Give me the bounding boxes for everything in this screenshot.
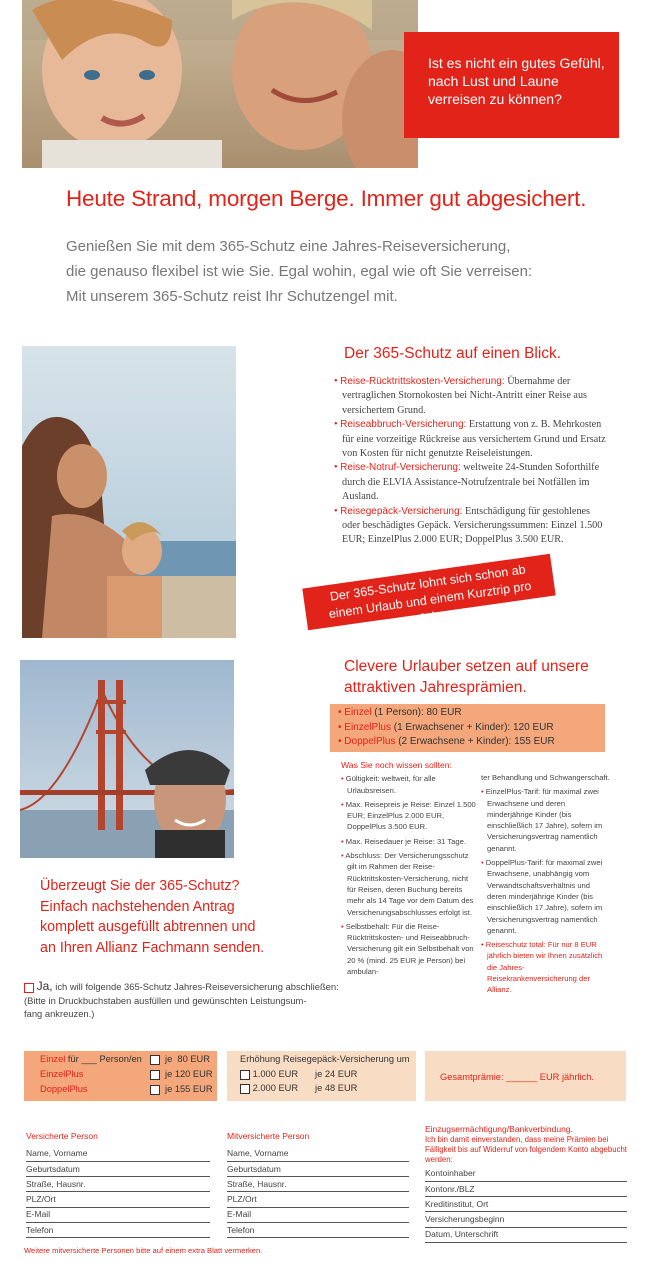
bank-field[interactable]: Kontonr./BLZ [425, 1182, 627, 1197]
insured-field[interactable]: E-Mail [26, 1208, 210, 1223]
overview-text: Übernahme der vertraglichen Stornokosten bei Nicht-Antritt einer Reise aus versichertem Grund. [342, 376, 587, 416]
price-term: Einzel [344, 707, 372, 718]
luggage-price: je 24 EUR [315, 1069, 358, 1079]
luggage-checkbox[interactable] [240, 1084, 250, 1094]
coinsured-field[interactable]: E-Mail [227, 1208, 409, 1223]
bank-field[interactable]: Kontoinhaber [425, 1166, 627, 1181]
price-row: • Einzel (1 Person): 80 EUR [338, 707, 462, 718]
consent-checkbox[interactable] [24, 983, 34, 993]
coinsured-field[interactable]: Name, Vorname [227, 1146, 409, 1161]
consent-line: fang ankreuzen.) [24, 1008, 95, 1019]
overview-text: weltweite 24-Stunden Soforthilfe durch die ELVIA Assistance-Notrufzentrale bei Notfällen im Ausland. [342, 462, 600, 503]
info-item: • Max. Reisedauer je Reise: 31 Tage. [341, 836, 466, 846]
bank-note: Ich bin damit einverstanden, dass meine Prämien bei Fälligkeit bis auf Widerruf von folgendem Konto abgebucht werden: [425, 1135, 627, 1165]
bank-field[interactable]: Versicherungsbeginn [425, 1212, 627, 1227]
prices-title-line: Clevere Urlauber setzen auf unsere [344, 658, 589, 675]
tariff-checkbox[interactable] [150, 1055, 160, 1065]
footer-note: Weitere mitversicherte Personen bitte auf einem extra Blatt vermerken. [24, 1246, 263, 1255]
bank-field[interactable]: Kreditinstitut, Ort [425, 1197, 627, 1212]
promo-line: komplett ausgefüllt abtrennen und [40, 919, 256, 935]
price-box [330, 704, 605, 752]
price-text: (1 Erwachsener + Kinder): 120 EUR [390, 721, 554, 733]
intro-line: die genauso flexibel ist wie Sie. Egal wohin, egal wie oft Sie verreisen: [66, 263, 533, 280]
tariff-price: je 80 EUR [165, 1054, 210, 1064]
insured-field[interactable]: Name, Vorname [26, 1146, 210, 1161]
luggage-title: Erhöhung Reisegepäck-Versicherung um [240, 1054, 410, 1064]
overview-item: • Reise-Rücktrittskosten-Versicherung: Übernahme der vertraglichen Stornokosten bei Nicht-Antritt einer Reise aus versichertem Grund. [334, 376, 587, 416]
consent-line: (Bitte in Druckbuchstaben ausfüllen und gewünschten Leistungsum- [24, 994, 307, 1006]
price-text: (2 Erwachsene + Kinder): 155 EUR [395, 736, 555, 747]
tariff-extra: für ___ Person/en [65, 1054, 142, 1064]
hero-quote-text: Ist es nicht ein gutes Gefühl, nach Lust und Laune verreisen zu können? [428, 55, 605, 107]
promo-line: Überzeugt Sie der 365-Schutz? [40, 878, 240, 894]
value-stamp: Der 365-Schutz lohnt sich schon ab einem Urlaub und einem Kurztrip pro Jahr. [302, 554, 555, 630]
tariff-row [40, 1067, 215, 1082]
overview-term: Reisegepäck-Versicherung: [340, 505, 463, 517]
info-col-1 [341, 760, 476, 980]
consent-statement [24, 980, 354, 1021]
coinsured-field[interactable]: PLZ/Ort [227, 1192, 409, 1207]
tariff-row [40, 1082, 215, 1097]
luggage-checkbox[interactable] [240, 1070, 250, 1080]
tariff-checkbox[interactable] [150, 1085, 160, 1095]
promo-line: Einfach nachstehenden Antrag [40, 898, 235, 915]
info-item: • DoppelPlus-Tarif: für maximal zwei Erwachsene, unabhängig vom Verwandtschaftsverhältnis und deren minderjährige Kinder (bis einschließlich 17 Jahre), sofern im Versicherungsvertrag namentlich genannt. [481, 858, 603, 935]
tariff-checkbox[interactable] [150, 1070, 160, 1080]
luggage-amount: 2.000 EUR [252, 1083, 299, 1093]
insured-field[interactable]: Geburtsdatum [26, 1162, 210, 1177]
prices-title [344, 656, 589, 698]
bank-form [425, 1124, 627, 1243]
insured-field[interactable]: Straße, Hausnr. [26, 1177, 210, 1192]
promo-text [40, 876, 270, 958]
hero-family-photo [22, 0, 418, 168]
beach-mother-daughter-photo [22, 346, 236, 638]
coinsured-field[interactable]: Straße, Hausnr. [227, 1177, 409, 1192]
price-row: • EinzelPlus (1 Erwachsener + Kinder): 120 EUR [338, 721, 554, 733]
overview-term: Reise-Rücktrittskosten-Versicherung: [340, 376, 505, 387]
luggage-rows [240, 1052, 415, 1095]
insured-title: Versicherte Person [26, 1131, 98, 1141]
intro-paragraph [66, 234, 586, 309]
tariff-price: je 155 EUR [165, 1084, 213, 1094]
price-term: DoppelPlus [344, 736, 396, 747]
promo-line: an Ihren Allianz Fachmann senden. [40, 939, 265, 956]
consent-ja: Ja, [36, 979, 53, 993]
consent-line: ich will folgende 365-Schutz Jahres-Reiseversicherung abschließen: [52, 981, 339, 992]
luggage-row [240, 1081, 415, 1095]
total-label[interactable]: Gesamtprämie: ______ EUR jährlich. [440, 1072, 594, 1082]
hero-quote-box [404, 32, 619, 138]
insured-field[interactable]: PLZ/Ort [26, 1192, 210, 1207]
golden-gate-photo [20, 660, 234, 858]
price-row: • DoppelPlus (2 Erwachsene + Kinder): 155 EUR [338, 736, 555, 747]
price-text: (1 Person): 80 EUR [371, 707, 462, 718]
overview-item: • Reiseabbruch-Versicherung: Erstattung von z. B. Mehrkosten für eine vorzeitige Rückreise aus versichertem Grund und Ersatz von Kosten für nicht genutzte Reiseleistungen. [334, 419, 606, 460]
coinsured-person-form [227, 1131, 409, 1238]
price-term: EinzelPlus [344, 721, 391, 733]
insured-person-form [26, 1131, 210, 1238]
bank-title: Einzugsermächtigung/Bankverbindung. [425, 1124, 573, 1134]
overview-term: Reise-Notruf-Versicherung: [340, 462, 461, 474]
info-item: • Max. Reisepreis je Reise: Einzel 1.500 EUR; EinzelPlus 2.000 EUR, DoppelPlus 3.500 EUR. [341, 799, 476, 832]
info-item: • Gültigkeit: weltweit, für alle Urlaubsreisen. [341, 774, 436, 795]
info-item: • Abschluss: Der Versicherungsschutz gilt im Rahmen der Reise-Rücktrittskosten-Versicherung, nicht für Reisen, deren Buchung bereits mehr als 14 Tage vor dem Datum des Versicherungsabschlusses erfolgt ist. [341, 851, 474, 917]
coinsured-title: Mitversicherte Person [227, 1131, 310, 1141]
intro-line: Genießen Sie mit dem 365-Schutz eine Jahres-Reiseversicherung, [66, 238, 511, 255]
headline: Heute Strand, morgen Berge. Immer gut abgesichert. [66, 186, 587, 211]
prices-title-line: attraktiven Jahresprämien. [344, 679, 527, 696]
overview-list [334, 375, 609, 548]
coinsured-field[interactable]: Geburtsdatum [227, 1162, 409, 1177]
tariff-price: je 120 EUR [165, 1069, 213, 1079]
tariff-label: DoppelPlus [40, 1084, 88, 1094]
tariff-rows [40, 1052, 215, 1097]
overview-title: Der 365-Schutz auf einen Blick. [344, 345, 562, 362]
luggage-price: je 48 EUR [315, 1083, 358, 1093]
overview-item: • Reise-Notruf-Versicherung: weltweite 24-Stunden Soforthilfe durch die ELVIA Assistance-Notrufzentrale bei Notfällen im Ausland. [334, 462, 600, 503]
bank-field[interactable]: Datum, Unterschrift [425, 1228, 627, 1243]
info-title: Was Sie noch wissen sollten: [341, 760, 452, 770]
overview-text: Entschädigung für gestohlenes oder beschädigtes Gepäck. Versicherungssummen: Einzel 1.500 EUR; EinzelPlus 2.000 EUR; DoppelPlus 3.500 EUR. [342, 505, 603, 546]
luggage-row [240, 1067, 415, 1081]
tariff-row [40, 1052, 215, 1067]
insured-field[interactable]: Telefon [26, 1223, 210, 1238]
overview-term: Reiseabbruch-Versicherung: [340, 419, 467, 431]
luggage-amount: 1.000 EUR [252, 1069, 299, 1079]
overview-text: Erstattung von z. B. Mehrkosten für eine vorzeitige Rückreise aus versichertem Grund und Ersatz von Kosten für nicht genutzte Reiseleistungen. [342, 419, 606, 460]
tariff-label: EinzelPlus [40, 1069, 84, 1079]
info-col-2 [481, 772, 611, 999]
overview-item: • Reisegepäck-Versicherung: Entschädigung für gestohlenes oder beschädigtes Gepäck. Versicherungssummen: Einzel 1.500 EUR; EinzelPlus 2.000 EUR; DoppelPlus 3.500 EUR. [334, 505, 603, 546]
info-item-highlight: • Reiseschutz total: Für nur 8 EUR jährlich bieten wir Ihnen zusätzlich die Jahres-Reisekrankenversicherung der Allianz. [481, 940, 603, 995]
coinsured-field[interactable]: Telefon [227, 1223, 409, 1238]
info-continuation: ter Behandlung und Schwangerschaft. [481, 773, 610, 782]
info-item: • EinzelPlus-Tarif: für maximal zwei Erwachsene und deren minderjährige Kinder (bis einschließlich 17 Jahre), sofern im Versicherungsvertrag namentlich genannt. [481, 787, 603, 853]
intro-line: Mit unserem 365-Schutz reist Ihr Schutzengel mit. [66, 288, 398, 305]
tariff-label: Einzel [40, 1054, 66, 1064]
info-item: • Selbstbehalt: Für die Reise-Rücktrittskosten- und Reiseabbruch-Versicherung gilt ein Selbstbehalt von 20 % (mind. 25 EUR je Person) bei ambulan- [341, 921, 474, 977]
